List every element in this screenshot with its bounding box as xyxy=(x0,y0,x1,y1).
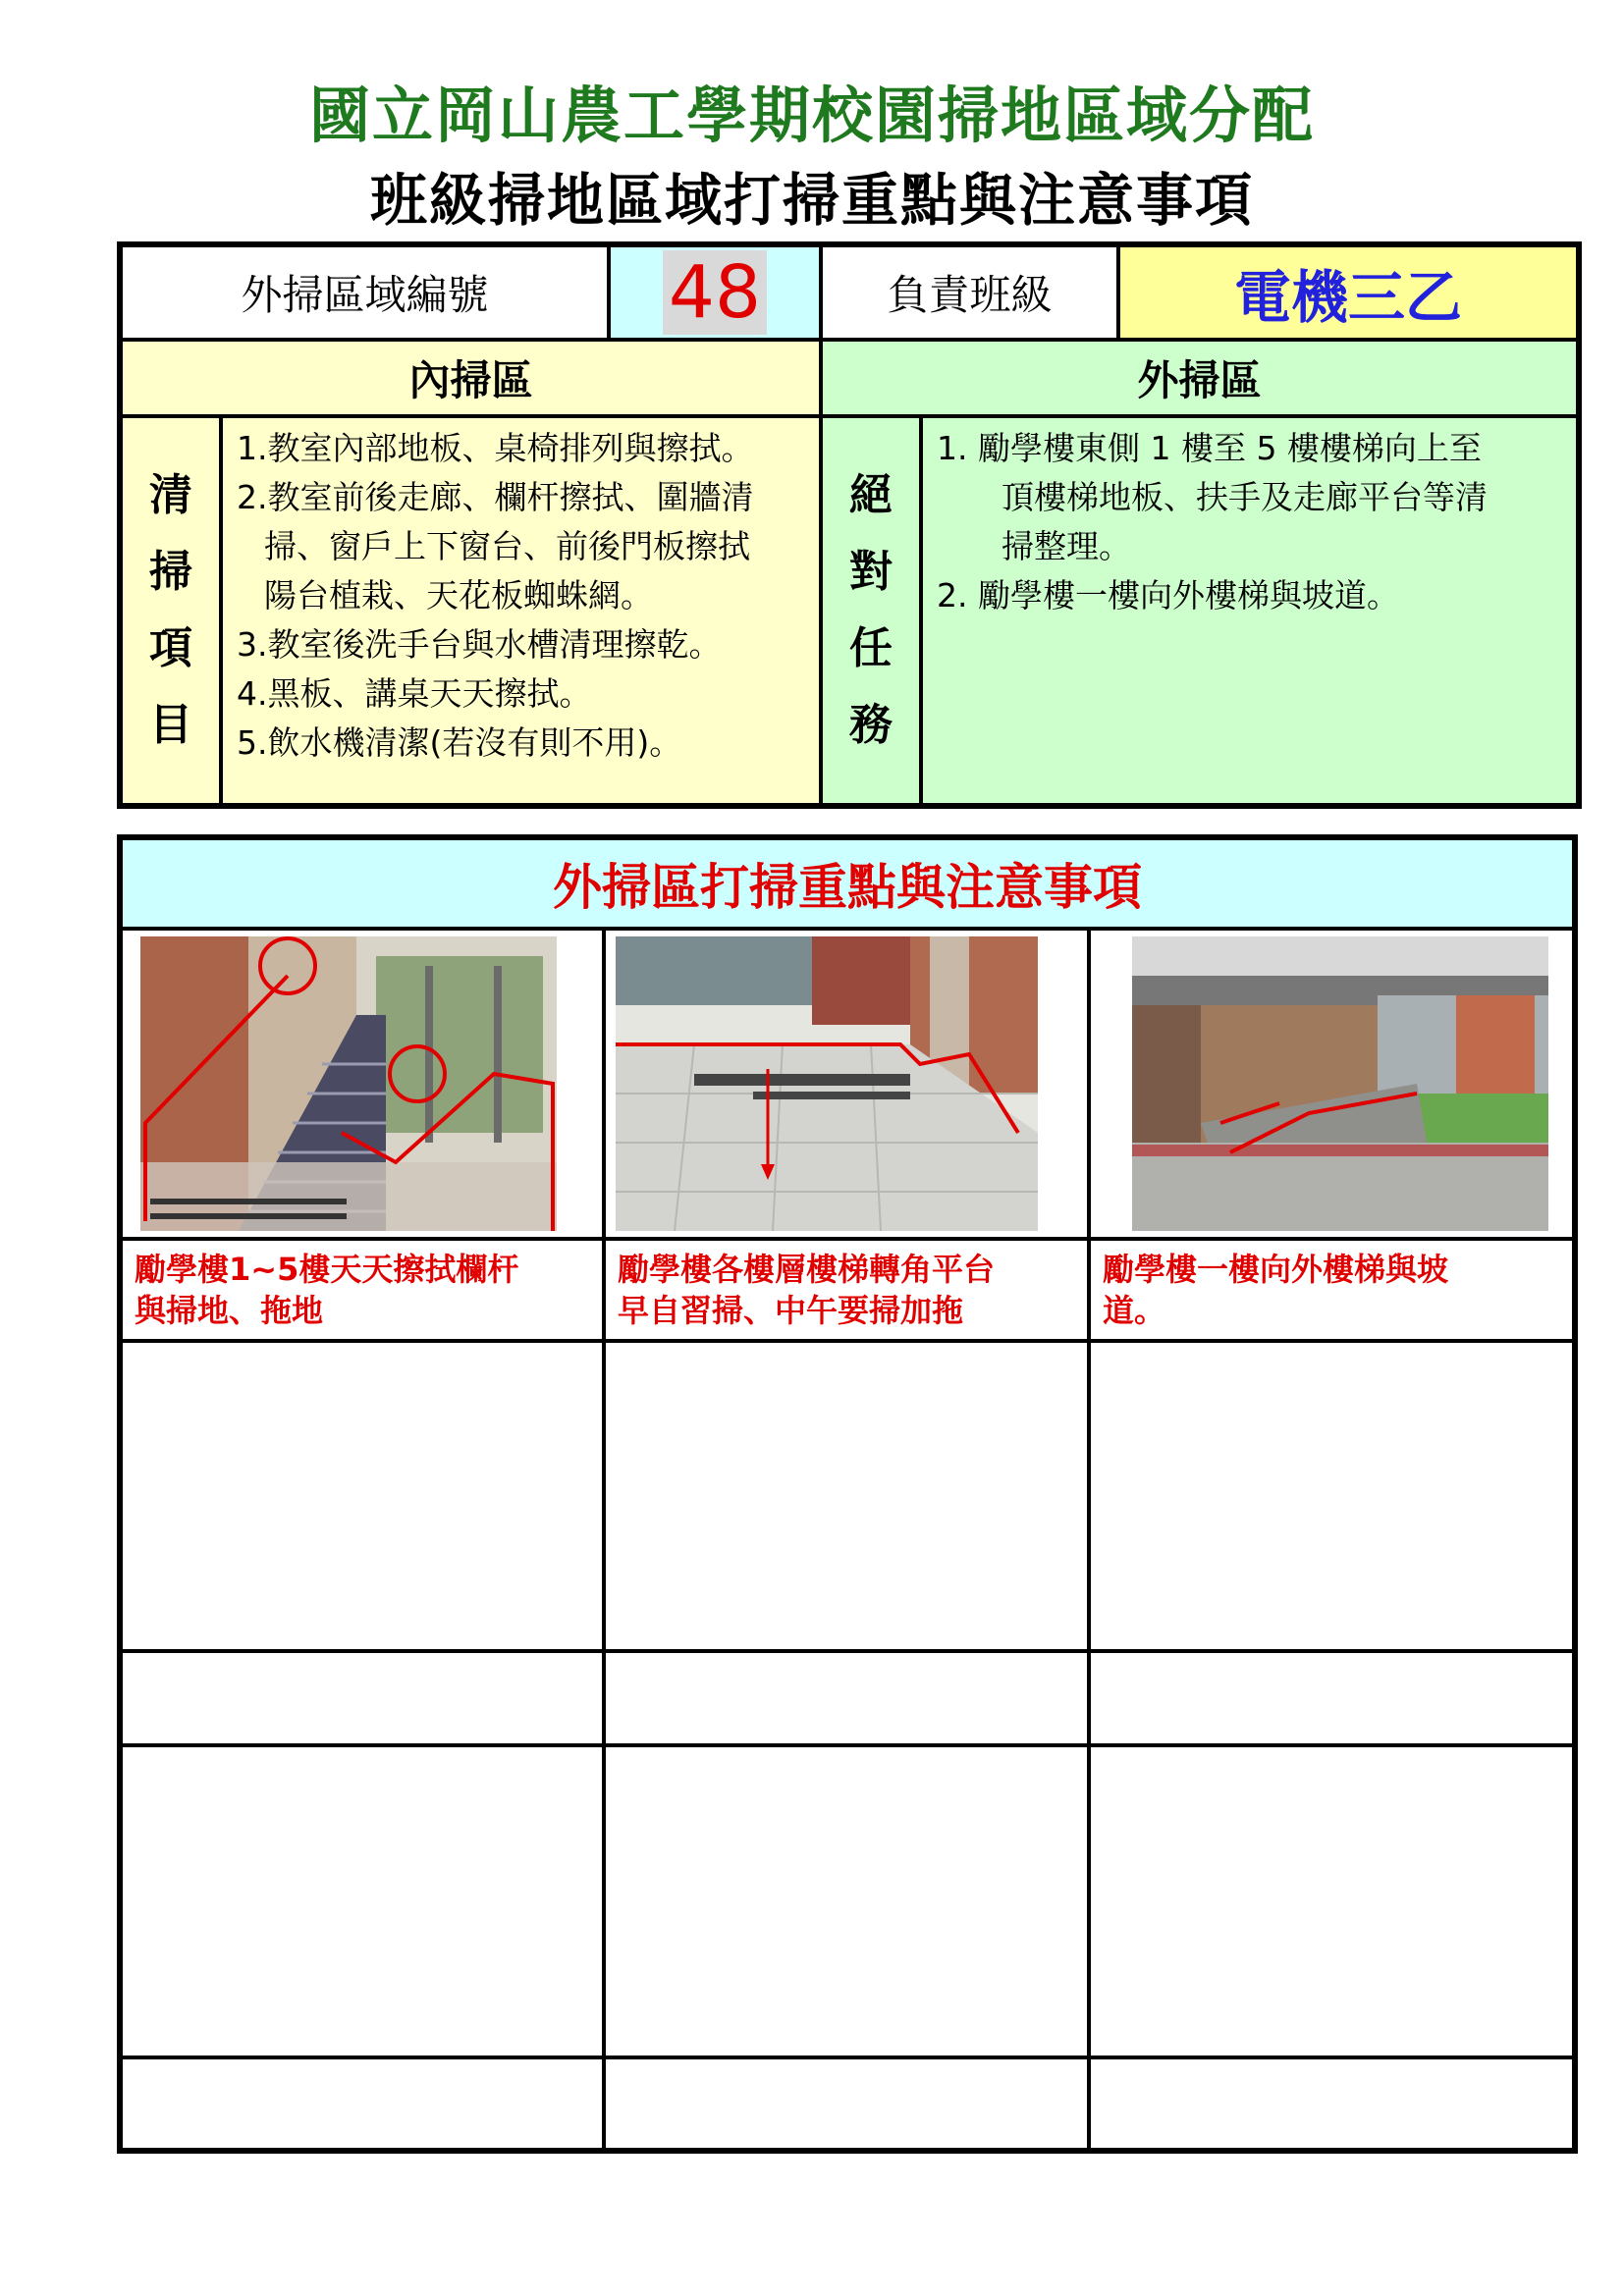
outer-area-heading: 外掃區 xyxy=(821,340,1578,416)
empty-photo-cell xyxy=(604,1341,1089,1651)
class-name: 電機三乙 xyxy=(1118,245,1578,340)
empty-photo-cell xyxy=(604,1745,1089,2057)
empty-photo-cell xyxy=(1089,1341,1574,1651)
cleaning-items-label: 清 掃 項 目 xyxy=(121,416,221,805)
photo-cell-2 xyxy=(604,929,1089,1239)
landing-photo xyxy=(616,936,1038,1231)
empty-caption-cell xyxy=(121,2057,604,2150)
outer-task-list xyxy=(921,416,1578,805)
class-label: 負責班級 xyxy=(821,245,1118,340)
outer-task-1: 1. 勵學樓東側 1 樓至 5 樓樓梯向上至 xyxy=(937,429,1482,467)
caption-3: 勵學樓一樓向外樓梯與坡 道。 xyxy=(1089,1239,1574,1341)
page-subtitle: 班級掃地區域打掃重點與注意事項 xyxy=(369,167,1254,234)
outer-task-1-cont2: 掃整理。 xyxy=(1001,527,1131,565)
area-number: 48 xyxy=(663,250,767,335)
empty-caption-cell xyxy=(121,1651,604,1745)
inner-area-heading: 內掃區 xyxy=(121,340,821,416)
notes-table xyxy=(117,834,1578,2154)
photo-cell-1 xyxy=(121,929,604,1239)
caption-2: 勵學樓各樓層樓梯轉角平台 早自習掃、中午要掃加拖 xyxy=(604,1239,1089,1341)
photo-cell-3 xyxy=(1089,929,1574,1239)
inner-task-2-cont2: 陽台植栽、天花板蜘蛛網。 xyxy=(264,576,653,614)
inner-task-5: 5.飲水機清潔(若沒有則不用)。 xyxy=(237,723,682,762)
empty-photo-cell xyxy=(121,1745,604,2057)
empty-photo-cell xyxy=(1089,1745,1574,2057)
ramp-photo xyxy=(1132,936,1548,1231)
stairway-photo xyxy=(140,936,557,1231)
inner-task-list xyxy=(221,416,821,805)
mandatory-task-label: 絕 對 任 務 xyxy=(821,416,921,805)
inner-task-2: 2.教室前後走廊、欄杆擦拭、圍牆清 xyxy=(237,478,754,516)
inner-task-3: 3.教室後洗手台與水槽清理擦乾。 xyxy=(237,625,722,664)
empty-caption-cell xyxy=(1089,1651,1574,1745)
inner-task-1: 1.教室內部地板、桌椅排列與擦拭。 xyxy=(237,429,754,467)
inner-task-4: 4.黑板、講桌天天擦拭。 xyxy=(237,674,592,713)
area-number-label: 外掃區域編號 xyxy=(121,245,609,340)
empty-photo-cell xyxy=(121,1341,604,1651)
notes-heading: 外掃區打掃重點與注意事項 xyxy=(121,838,1574,929)
empty-caption-cell xyxy=(604,1651,1089,1745)
outer-task-1-cont: 頂樓梯地板、扶手及走廊平台等清 xyxy=(1001,478,1488,516)
page-title: 國立岡山農工學期校園掃地區域分配 xyxy=(308,80,1315,151)
inner-task-2-cont: 掃、窗戶上下窗台、前後門板擦拭 xyxy=(264,527,750,565)
area-number-cell xyxy=(609,245,821,340)
empty-caption-cell xyxy=(604,2057,1089,2150)
caption-1: 勵學樓1~5樓天天擦拭欄杆 與掃地、拖地 xyxy=(121,1239,604,1341)
empty-caption-cell xyxy=(1089,2057,1574,2150)
outer-task-2: 2. 勵學樓一樓向外樓梯與坡道。 xyxy=(937,576,1399,614)
assignment-table xyxy=(117,241,1582,809)
